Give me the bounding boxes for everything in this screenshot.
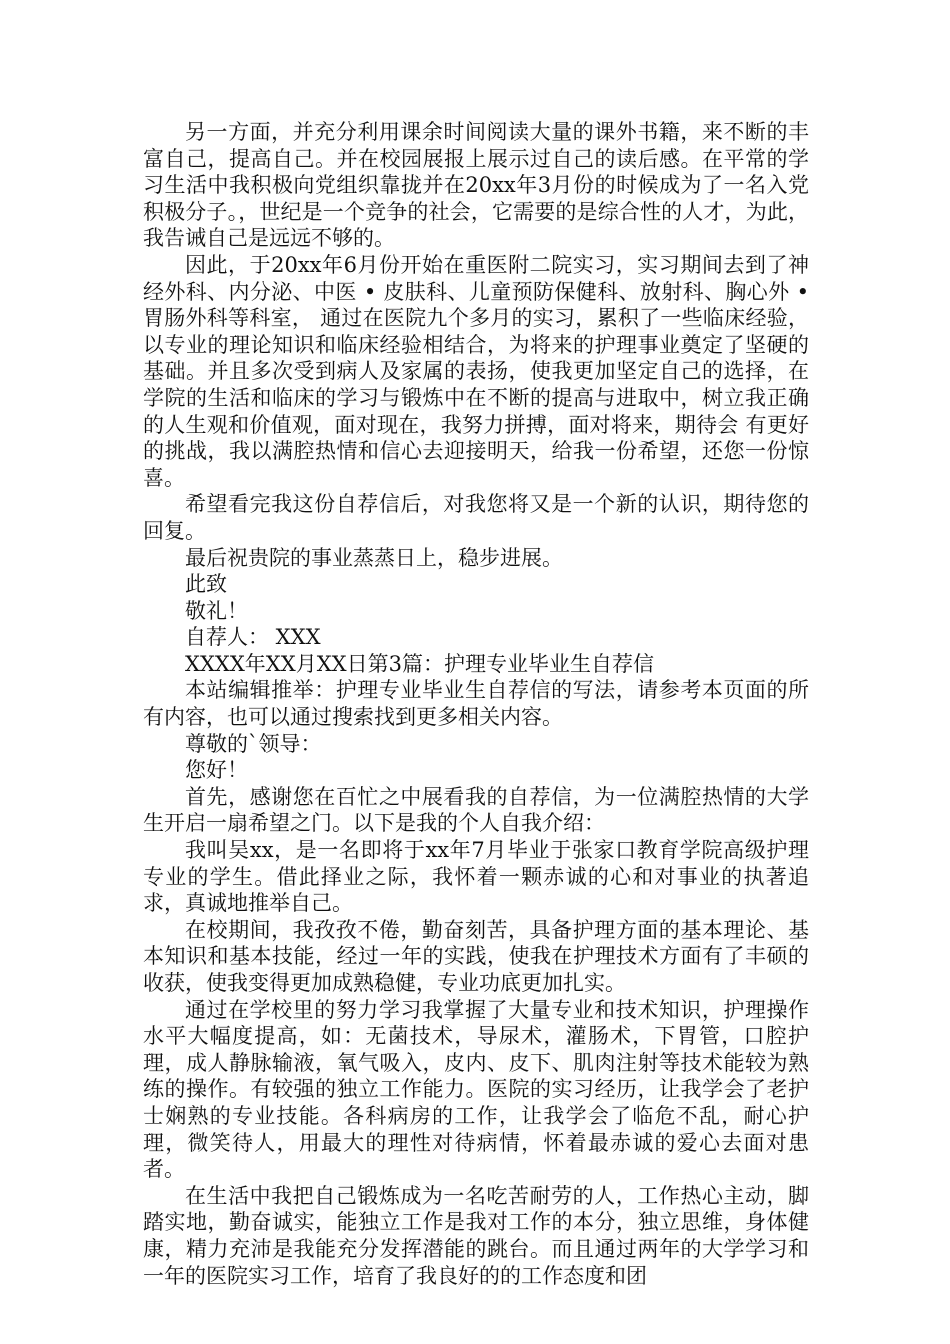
paragraph-extracurricular-reading: 另一方面，并充分利用课余时间阅读大量的课外书籍，来不断的丰富自己，提高自己。并在校园展报上展示过自己的读后感。在平常的学习生活中我积极向党组织靠拢并在20xx年3月份的时候成为了一名入党积极分子。，世纪是一个竞争的社会，它需要的是综合性的人才，为此，我告诫自己是远远不够的。 bbox=[143, 120, 809, 251]
paragraph-best-wishes: 最后祝贵院的事业蒸蒸日上，稳步进展。 bbox=[185, 545, 563, 570]
letter-body bbox=[143, 119, 809, 1289]
editor-recommendation: 本站编辑推举：护理专业毕业生自荐信的写法，请参考本页面的所有内容，也可以通过搜索找到更多相关内容。 bbox=[143, 678, 809, 730]
paragraph-school-period: 在校期间，我孜孜不倦，勤奋刻苦，具备护理方面的基本理论、基本知识和基本技能，经过一年的实践，使我在护理技术方面有了丰硕的收获，使我变得更加成熟稳健，专业功底更加扎实。 bbox=[143, 917, 809, 995]
paragraph-self-introduction: 我叫吴xx，是一名即将于xx年7月毕业于张家口教育学院高级护理专业的学生。借此择业之际，我怀着一颗赤诚的心和对事业的执著追求，真诚地推举自己。 bbox=[143, 838, 809, 916]
paragraph-personal-qualities: 在生活中我把自己锻炼成为一名吃苦耐劳的人，工作热心主动，脚踏实地，勤奋诚实，能独立工作是我对工作的本分，独立思维，身体健康，精力充沛是我能充分发挥潜能的跳台。而且通过两年的大学学习和一年的医院实习工作，培育了我良好的的工作态度和团 bbox=[143, 1183, 809, 1288]
signature-line: 自荐人： XXX bbox=[185, 625, 321, 650]
date-and-section-title: XXXX年XX月XX日第3篇：护理专业毕业生自荐信 bbox=[185, 651, 654, 676]
closing-jing-li: 敬礼！ bbox=[185, 598, 248, 623]
paragraph-internship: 因此，于20xx年6月份开始在重医附二院实习，实习期间去到了神经外科、内分泌、中医 • 皮肤科、儿童预防保健科、放射科、胸心外 • 胃肠外科等科室， 通过在医院九个多月的实习，累积了一些临床经验，以专业的理论知识和临床经验相结合，为将来的护理事业奠定了坚硬的基础。并且多次受到病人及家属的表扬，使我更加坚定自己的选择，在学院的生活和临床的学习与锻炼中在不断的提高与进取中，树立我正确的人生观和价值观，面对现在，我努力拼搏，面对将来，期待会 有更好的挑战，我以满腔热情和信心去迎接明天，给我一份希望，还您一份惊喜。 bbox=[143, 252, 809, 490]
greeting: 您好！ bbox=[185, 758, 248, 783]
salutation: 尊敬的`领导： bbox=[185, 731, 322, 756]
paragraph-hope-reply: 希望看完我这份自荐信后，对我您将又是一个新的认识，期待您的回复。 bbox=[143, 492, 809, 543]
paragraph-skills: 通过在学校里的努力学习我掌握了大量专业和技术知识，护理操作水平大幅度提高，如：无菌技术，导尿术，灌肠术，下胃管，口腔护理，成人静脉输液，氧气吸入，皮内、皮下、肌肉注射等技术能较为熟练的操作。有较强的独立工作能力。医院的实习经历，让我学会了老护士娴熟的专业技能。各科病房的工作，让我学会了临危不乱，耐心护理，微笑待人，用最大的理性对待病情，怀着最赤诚的爱心去面对患者。 bbox=[143, 997, 809, 1182]
paragraph-thanks: 首先，感谢您在百忙之中展看我的自荐信，为一位满腔热情的大学生开启一扇希望之门。以下是我的个人自我介绍： bbox=[143, 784, 809, 836]
closing-ci-zhi: 此致 bbox=[185, 572, 227, 597]
